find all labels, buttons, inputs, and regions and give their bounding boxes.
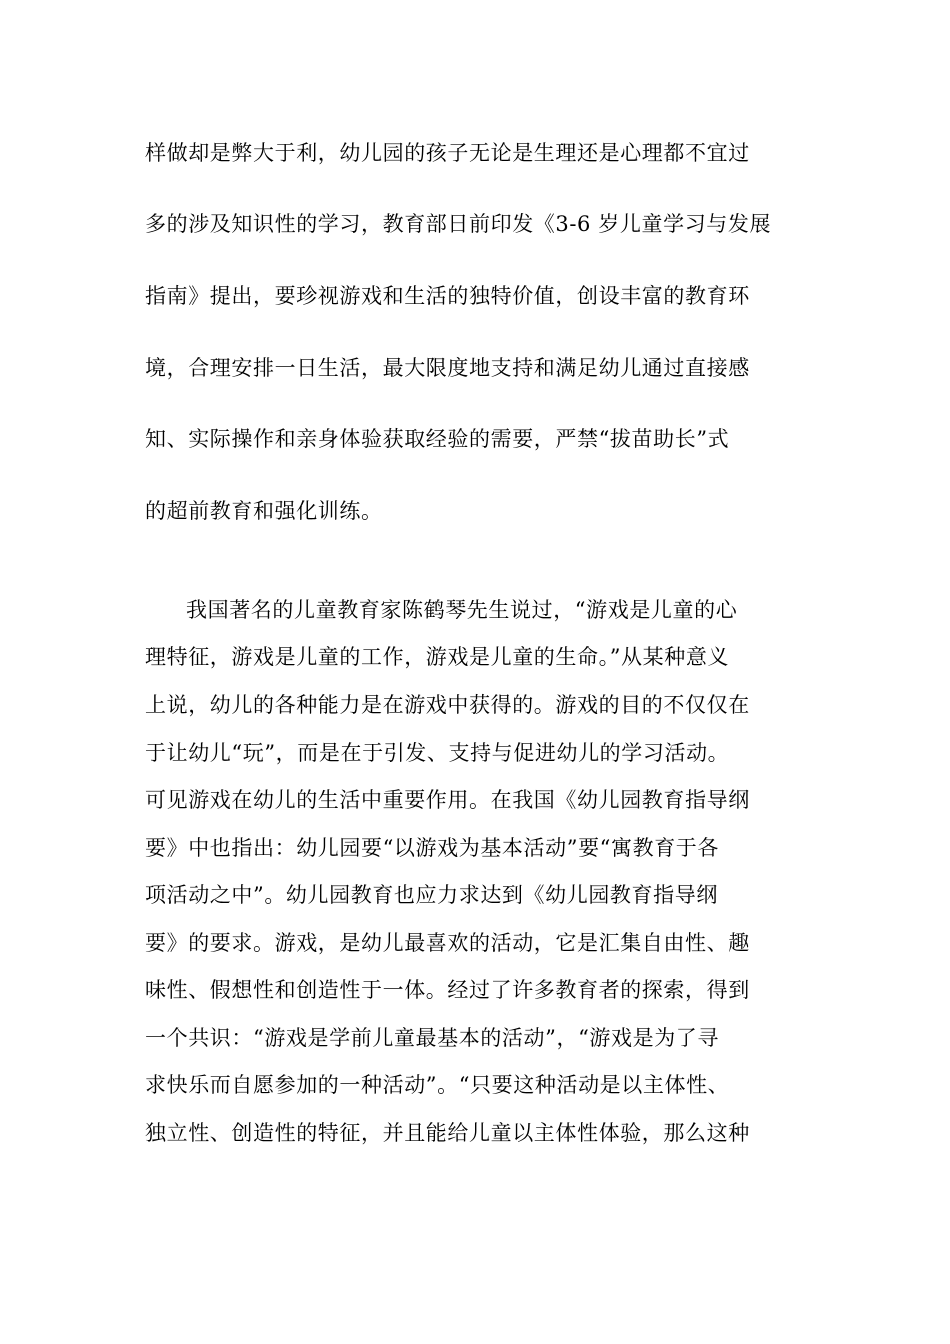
paragraph-2-line-3: 上说，幼儿的各种能力是在游戏中获得的。游戏的目的不仅仅在 <box>145 693 750 717</box>
paragraph-2-line-2: 理特征，游戏是儿童的工作，游戏是儿童的生命。”从某种意义 <box>145 645 730 669</box>
paragraph-1-line-6: 的超前教育和强化训练。 <box>145 499 383 523</box>
paragraph-1-line-5: 知、实际操作和亲身体验获取经验的需要，严禁“拔苗助长”式 <box>145 427 730 451</box>
paragraph-2-line-8: 要》的要求。游戏，是幼儿最喜欢的活动，它是汇集自由性、趣 <box>145 931 750 955</box>
paragraph-2-line-12: 独立性、创造性的特征，并且能给儿童以主体性体验，那么这种 <box>145 1121 750 1145</box>
paragraph-1-line-1: 样做却是弊大于利，幼儿园的孩子无论是生理还是心理都不宜过 <box>145 141 750 165</box>
paragraph-1-line-3: 指南》提出，要珍视游戏和生活的独特价值，创设丰富的教育环 <box>145 284 750 308</box>
paragraph-2-line-11: 求快乐而自愿参加的一种活动”。“只要这种活动是以主体性、 <box>145 1073 730 1097</box>
paragraph-1-line-4: 境，合理安排一日生活，最大限度地支持和满足幼儿通过直接感 <box>145 356 750 380</box>
paragraph-2-line-7: 项活动之中”。幼儿园教育也应力求达到《幼儿园教育指导纲 <box>145 883 718 907</box>
paragraph-2-line-5: 可见游戏在幼儿的生活中重要作用。在我国《幼儿园教育指导纲 <box>145 788 750 812</box>
paragraph-2-line-10: 一个共识：“游戏是学前儿童最基本的活动”，“游戏是为了寻 <box>145 1026 720 1050</box>
paragraph-2-line-9: 味性、假想性和创造性于一体。经过了许多教育者的探索，得到 <box>145 978 750 1002</box>
paragraph-2-line-1: 我国著名的儿童教育家陈鹤琴先生说过，“游戏是儿童的心 <box>186 598 738 622</box>
paragraph-2-line-4: 于让幼儿“玩”，而是在于引发、支持与促进幼儿的学习活动。 <box>145 741 730 765</box>
paragraph-1-line-2: 多的涉及知识性的学习，教育部日前印发《3-6 岁儿童学习与发展 <box>145 212 772 236</box>
paragraph-2-line-6: 要》中也指出：幼儿园要“以游戏为基本活动”要“寓教育于各 <box>145 836 720 860</box>
